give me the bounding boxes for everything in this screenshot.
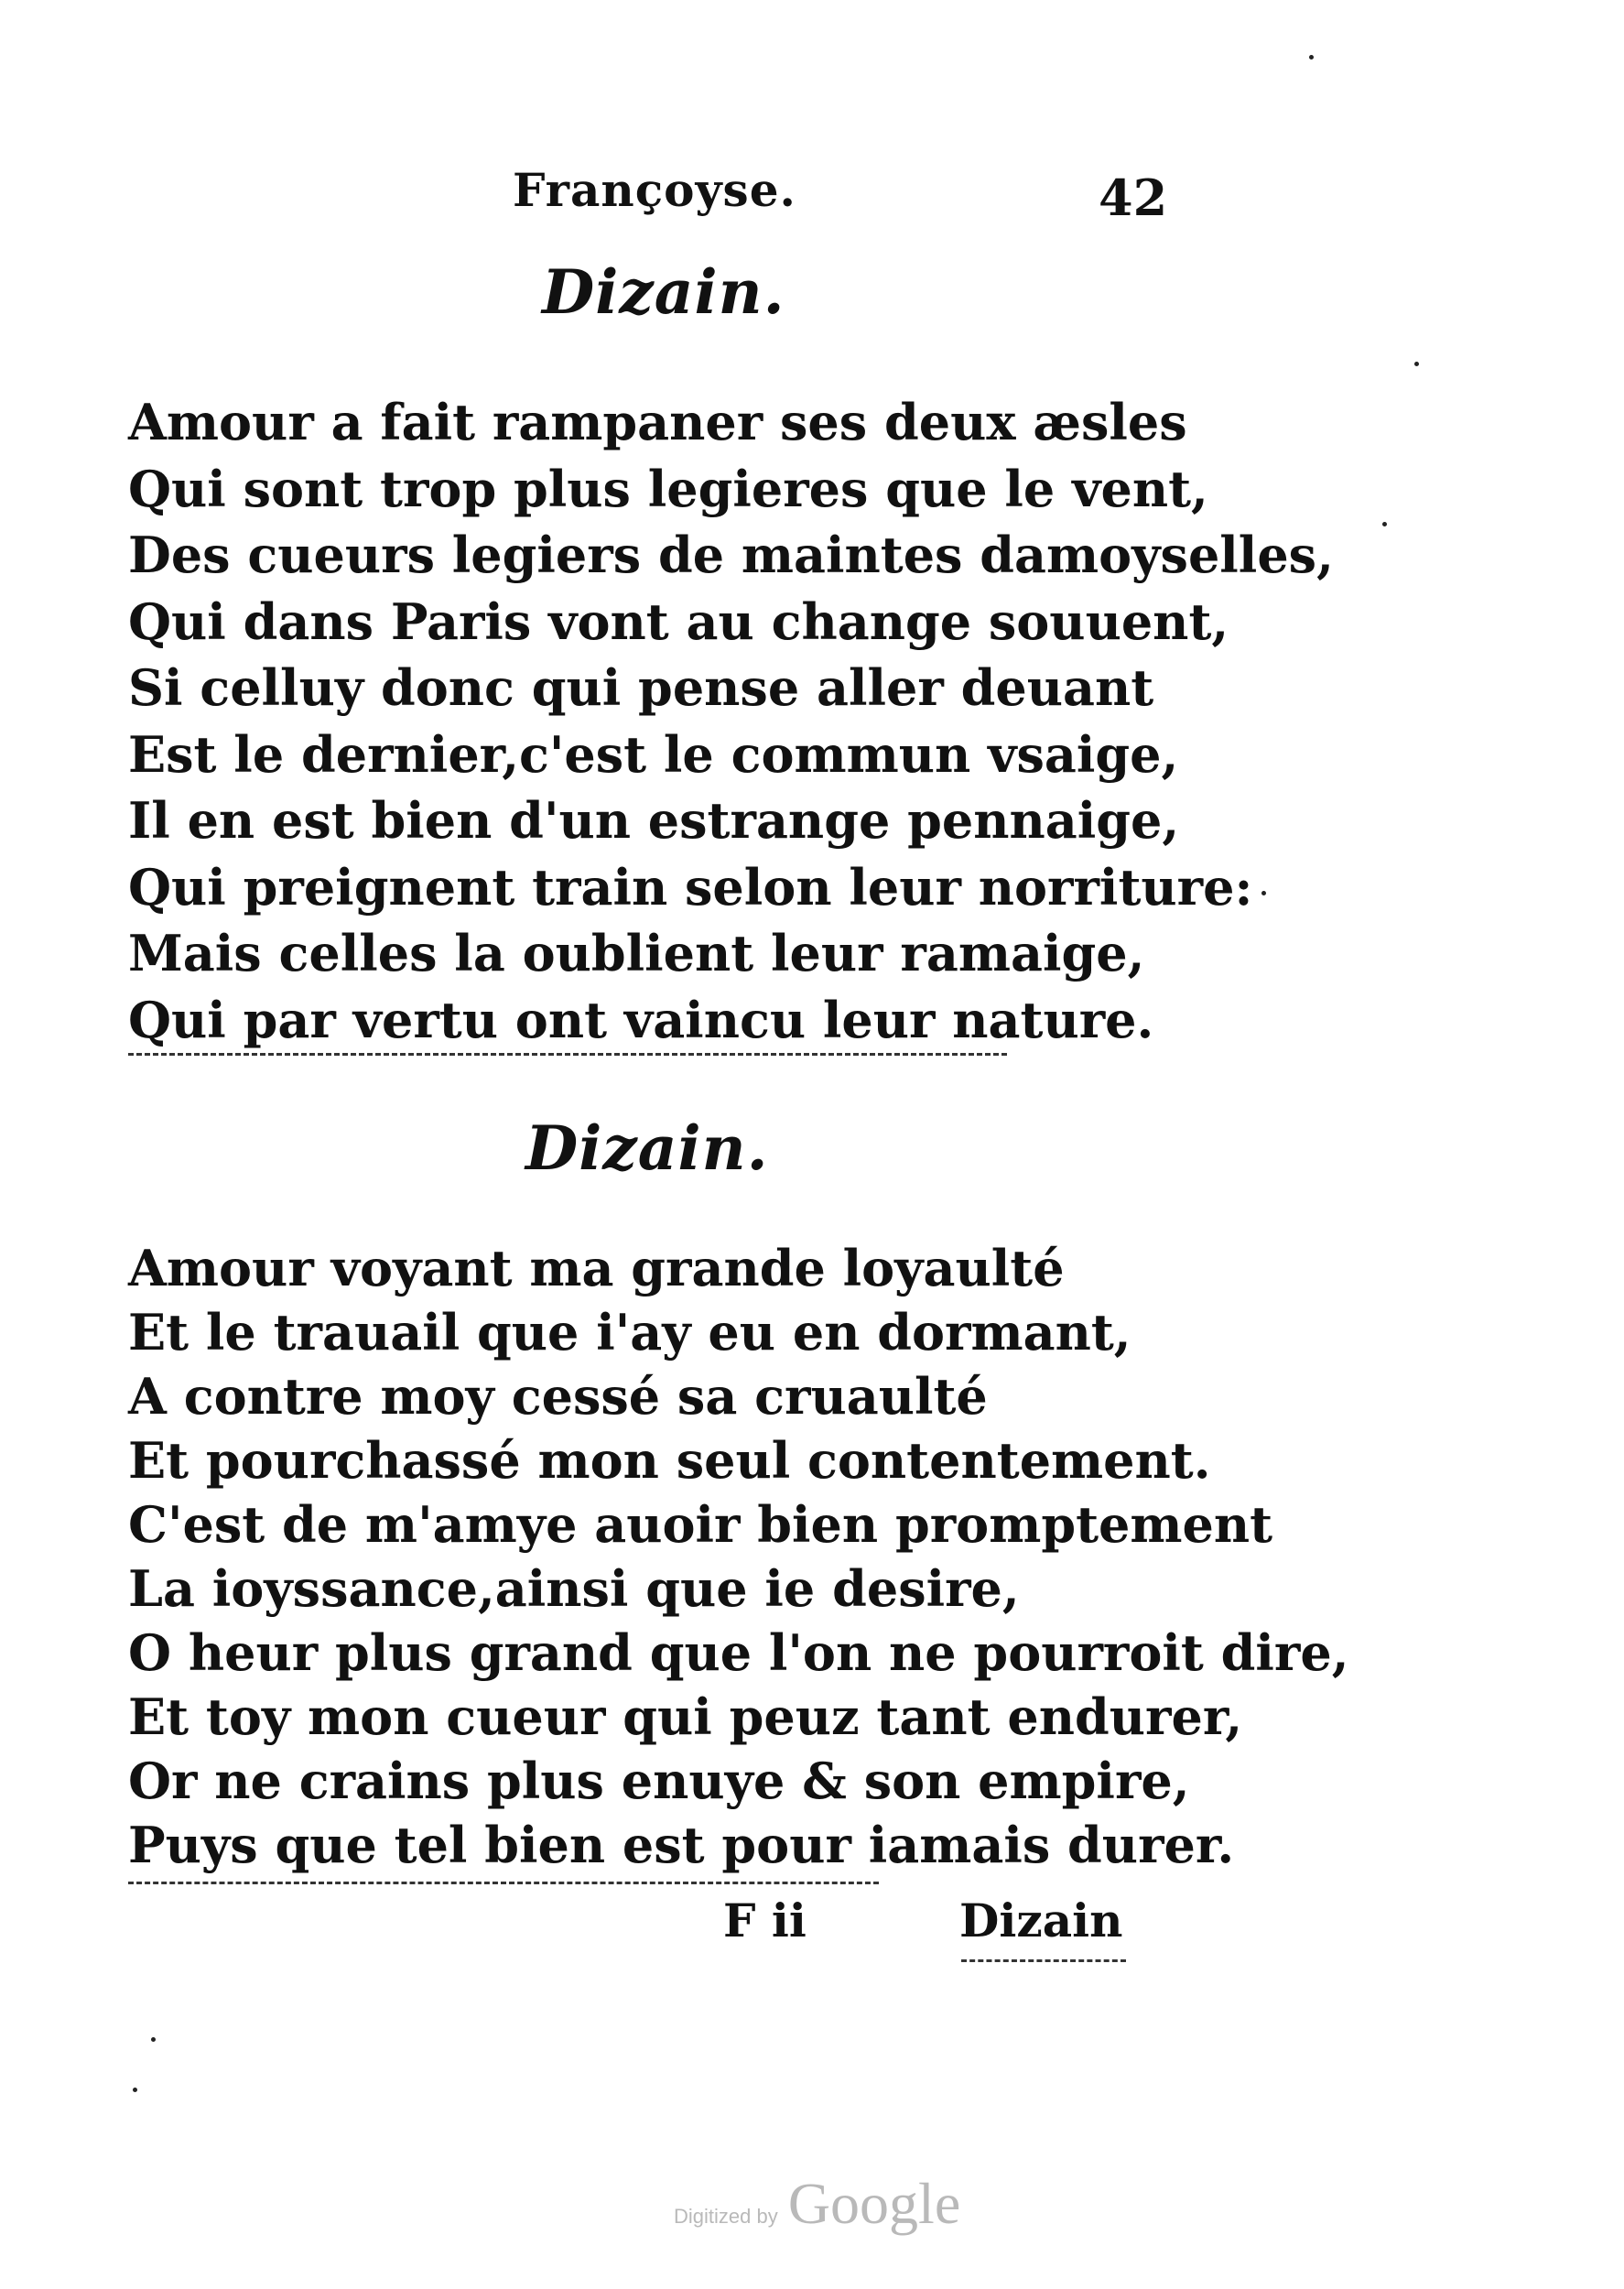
catchword: Dizain [959, 1893, 1123, 1947]
scan-rule [961, 1959, 1126, 1962]
verse-line: Puys que tel bien est pour iamais durer. [128, 1816, 1235, 1874]
signature-mark: F ii [723, 1893, 807, 1947]
poem-verse-list [128, 389, 1334, 1053]
scan-speck [151, 2037, 156, 2042]
watermark-prefix: Digitized by [674, 2205, 778, 2228]
verse-line: Amour a fait rampaner ses deux æsles [128, 393, 1187, 451]
running-head: Françoyse. [513, 163, 796, 217]
verse-line: Qui par vertu ont vaincu leur nature. [128, 990, 1154, 1049]
scan-speck [1261, 891, 1266, 895]
verse-line: Il en est bien d'un estrange pennaige, [128, 791, 1180, 850]
page-header [513, 163, 1181, 236]
verse-line: Et toy mon cueur qui peuz tant endurer, [128, 1687, 1243, 1746]
verse-line: Mais celles la oublient leur ramaige, [128, 924, 1145, 982]
verse-line: Amour voyant ma grande loyaulté [128, 1239, 1065, 1297]
scan-speck [1309, 55, 1314, 60]
page-number: 42 [1099, 168, 1168, 227]
verse-line: Si celluy donc qui pense aller deuant [128, 658, 1154, 717]
poem-title: Dizain. [525, 1112, 769, 1184]
poem-verse-list [128, 1236, 1349, 1877]
verse-line: Et pourchassé mon seul contentement. [128, 1431, 1211, 1490]
scan-rule [128, 1882, 879, 1884]
verse-line: Qui preignent train selon leur norriture: [128, 857, 1253, 917]
scan-speck [133, 2088, 137, 2092]
verse-line: O heur plus grand que l'on ne pourroit dire, [128, 1623, 1349, 1682]
verse-line: Et le trauail que i'ay eu en dormant, [128, 1303, 1131, 1361]
scan-speck [1382, 522, 1387, 526]
page-footer [723, 1893, 1153, 1958]
poem-title: Dizain. [542, 256, 785, 328]
verse-line: Des cueurs legiers de maintes damoyselles, [128, 526, 1334, 584]
verse-line: La ioyssance,ainsi que ie desire, [128, 1559, 1020, 1618]
verse-line: Est le dernier,c'est le commun vsaige, [128, 724, 1179, 784]
verse-line: Qui dans Paris vont au change souuent, [128, 591, 1229, 651]
verse-line: A contre moy cessé sa cruaulté [128, 1367, 988, 1426]
verse-line: C'est de m'amye auoir bien promptement [128, 1495, 1273, 1554]
verse-line: Or ne crains plus enuye & son empire, [128, 1752, 1190, 1810]
scan-speck [1414, 362, 1419, 366]
verse-line: Qui sont trop plus legieres que le vent, [128, 459, 1208, 518]
digitized-watermark [674, 2170, 1003, 2243]
scan-rule [128, 1053, 1007, 1056]
google-logo: Google [787, 2171, 961, 2236]
